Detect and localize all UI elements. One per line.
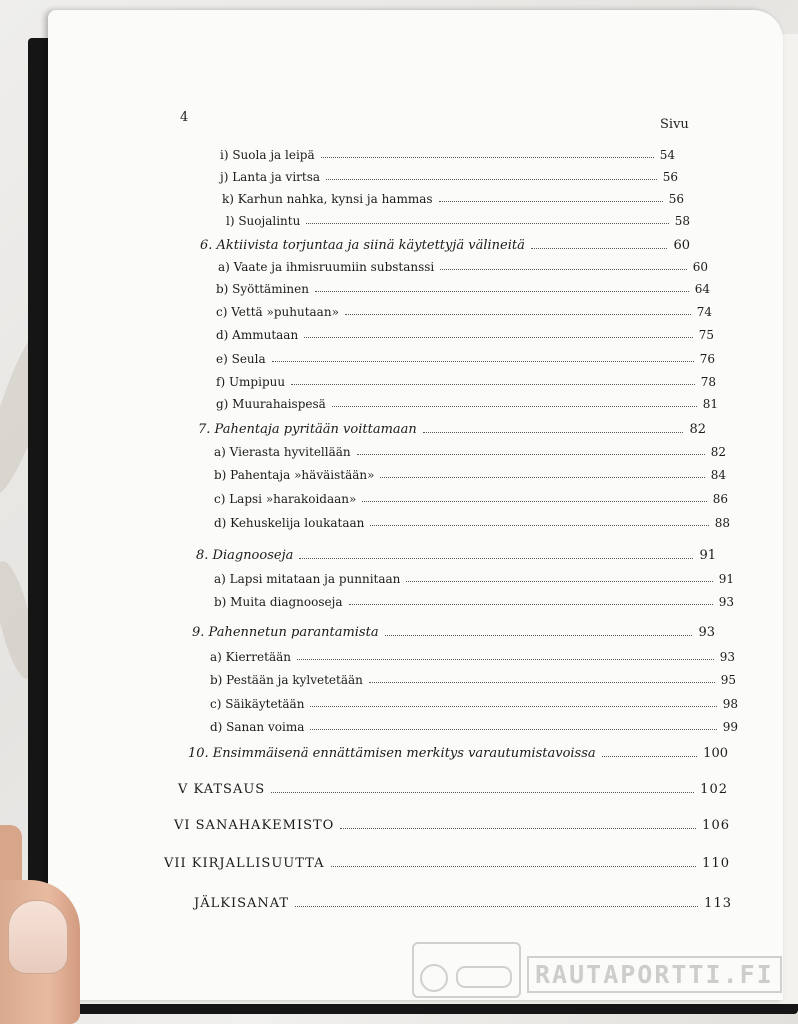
toc-entry-label: j) Lanta ja virtsa (220, 170, 321, 184)
toc-entry-page: 93 (719, 650, 735, 664)
toc-entry (214, 572, 734, 586)
toc-entry-page: 110 (702, 856, 730, 871)
toc-entry-label: b) Pestään ja kylvetetään (210, 673, 363, 687)
toc-entry-label: k) Karhun nahka, kynsi ja hammas (222, 192, 433, 206)
toc-entry (210, 650, 735, 664)
watermark-logo-icon (412, 942, 521, 998)
toc-leader-dots (295, 905, 698, 907)
toc-entry-page: 84 (710, 468, 726, 482)
toc-entry-label: JÄLKISANAT (194, 896, 290, 911)
toc-entry (216, 352, 715, 366)
toc-entry (222, 192, 684, 206)
toc-leader-dots (331, 865, 697, 867)
toc-leader-dots (439, 200, 663, 202)
toc-entry-page: 82 (689, 422, 706, 437)
toc-entry (216, 328, 714, 342)
toc-entry-label: a) Kierretään (210, 650, 291, 664)
toc-leader-dots (340, 827, 696, 829)
toc-leader-dots (385, 634, 693, 636)
toc-entry-page: 99 (722, 720, 738, 734)
toc-entry-page: 100 (703, 746, 728, 761)
toc-entry-page: 60 (673, 238, 690, 253)
toc-entry (220, 170, 678, 184)
toc-leader-dots (369, 681, 715, 683)
toc-entry-page: 106 (702, 818, 730, 833)
toc-leader-dots (406, 580, 712, 582)
toc-leader-dots (272, 360, 694, 362)
toc-entry (210, 673, 736, 687)
toc-leader-dots (299, 557, 693, 559)
watermark-text: RAUTAPORTTI.FI (527, 956, 782, 993)
toc-entry-label: a) Lapsi mitataan ja punnitaan (214, 572, 401, 586)
toc-entry-label: 7. Pahentaja pyritään voittamaan (198, 422, 417, 437)
toc-entry (216, 305, 712, 319)
toc-entry-label: f) Umpipuu (216, 375, 286, 389)
toc-entry (178, 782, 728, 797)
toc-entry-label: 9. Pahennetun parantamista (192, 625, 379, 640)
toc-leader-dots (345, 313, 691, 315)
toc-entry-label: a) Vaate ja ihmisruumiin substanssi (218, 260, 435, 274)
toc-entry-label: VII KIRJALLISUUTTA (164, 856, 325, 871)
toc-entry-label: c) Säikäytetään (210, 697, 305, 711)
toc-entry-label: e) Seula (216, 352, 266, 366)
toc-entry (174, 818, 730, 833)
toc-entry-label: d) Ammutaan (216, 328, 299, 342)
toc-entry-page: 78 (700, 375, 716, 389)
toc-entry-page: 86 (712, 492, 728, 506)
toc-leader-dots (315, 290, 689, 292)
toc-entry-page: 74 (696, 305, 712, 319)
toc-entry-page: 75 (698, 328, 714, 342)
toc-entry-page: 56 (668, 192, 684, 206)
toc-entry (192, 625, 715, 640)
watermark (412, 936, 774, 998)
toc-entry-label: b) Pahentaja »häväistään» (214, 468, 375, 482)
toc-entry (214, 516, 730, 530)
toc-entry (210, 697, 738, 711)
toc-leader-dots (326, 178, 657, 180)
toc-entry-label: b) Syöttäminen (216, 282, 309, 296)
toc-leader-dots (531, 247, 668, 249)
toc-leader-dots (306, 222, 668, 224)
toc-entry-page: 64 (694, 282, 710, 296)
toc-entry (164, 856, 730, 871)
toc-entry-page: 91 (699, 548, 716, 563)
toc-entry (220, 148, 675, 162)
toc-entry-page: 56 (662, 170, 678, 184)
toc-entry-label: g) Muurahaispesä (216, 397, 326, 411)
toc-leader-dots (271, 791, 694, 793)
toc-leader-dots (310, 728, 716, 730)
toc-entry (226, 214, 690, 228)
toc-entry-label: 8. Diagnooseja (196, 548, 294, 563)
toc-leader-dots (380, 476, 704, 478)
toc-leader-dots (291, 383, 695, 385)
toc-entry (194, 896, 732, 911)
toc-entry-label: c) Vettä »puhutaan» (216, 305, 339, 319)
toc-entry-label: i) Suola ja leipä (220, 148, 315, 162)
toc-leader-dots (304, 336, 693, 338)
toc-entry (214, 492, 728, 506)
toc-entry-page: 95 (720, 673, 736, 687)
toc-entry-page: 81 (702, 397, 718, 411)
toc-entry-label: 10. Ensimmäisenä ennättämisen merkitys varautumistavoissa (188, 746, 596, 761)
toc-entry-page: 76 (699, 352, 715, 366)
page-column-header: Sivu (660, 117, 689, 132)
toc-entry-page: 91 (718, 572, 734, 586)
toc-leader-dots (362, 500, 706, 502)
toc-leader-dots (310, 705, 716, 707)
toc-entry (216, 397, 718, 411)
toc-entry (214, 445, 726, 459)
toc-entry (218, 260, 708, 274)
toc-entry (210, 720, 738, 734)
toc-entry (214, 595, 734, 609)
toc-leader-dots (297, 658, 714, 660)
toc-entry (216, 375, 716, 389)
toc-entry-label: c) Lapsi »harakoidaan» (214, 492, 357, 506)
toc-leader-dots (423, 431, 684, 433)
toc-leader-dots (440, 268, 686, 270)
toc-entry-page: 98 (722, 697, 738, 711)
toc-leader-dots (602, 755, 698, 757)
toc-entry-page: 54 (659, 148, 675, 162)
toc-entry (196, 548, 716, 563)
toc-entry-page: 113 (704, 896, 732, 911)
page-number: 4 (180, 110, 189, 125)
toc-entry-page: 82 (710, 445, 726, 459)
toc-leader-dots (357, 453, 705, 455)
toc-entry (188, 746, 728, 761)
toc-entry-label: a) Vierasta hyvitellään (214, 445, 351, 459)
toc-leader-dots (370, 524, 708, 526)
toc-entry-page: 58 (674, 214, 690, 228)
toc-entry (216, 282, 710, 296)
toc-leader-dots (332, 405, 697, 407)
toc-entry-page: 93 (718, 595, 734, 609)
toc-entry-label: VI SANAHAKEMISTO (174, 818, 335, 833)
toc-entry-page: 93 (698, 625, 715, 640)
toc-entry-label: V KATSAUS (178, 782, 266, 797)
toc-entry (198, 422, 706, 437)
toc-entry (200, 238, 690, 253)
toc-entry-page: 60 (692, 260, 708, 274)
toc-entry-label: d) Kehuskelija loukataan (214, 516, 365, 530)
toc-entry-label: b) Muita diagnooseja (214, 595, 343, 609)
thumbnail (8, 900, 68, 974)
toc-entry-page: 102 (700, 782, 728, 797)
toc-entry (214, 468, 726, 482)
toc-entry-label: d) Sanan voima (210, 720, 305, 734)
toc-entry-page: 88 (714, 516, 730, 530)
toc-leader-dots (349, 603, 713, 605)
toc-leader-dots (321, 156, 654, 158)
toc-entry-label: 6. Aktiivista torjuntaa ja siinä käytettyjä välineitä (200, 238, 525, 253)
toc-entry-label: l) Suojalintu (226, 214, 301, 228)
